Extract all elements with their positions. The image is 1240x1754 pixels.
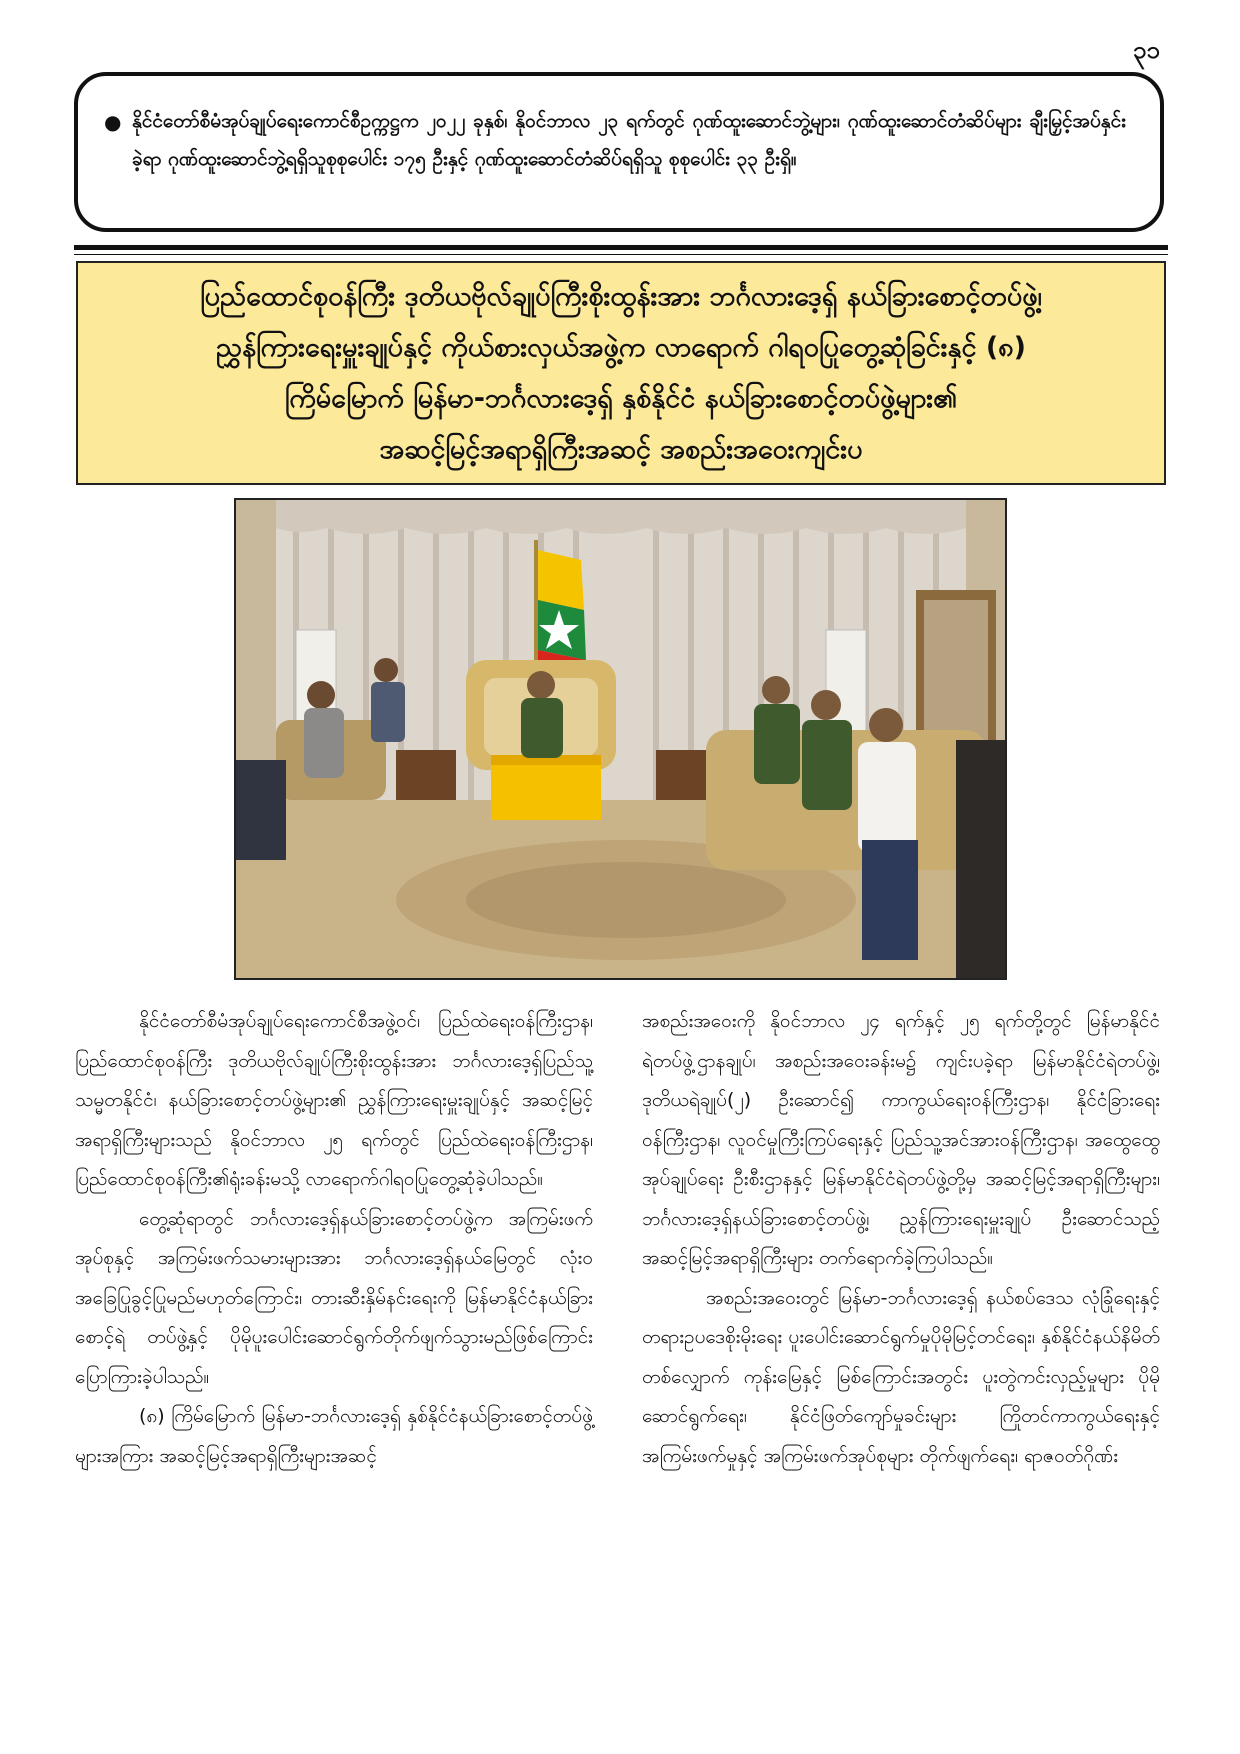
- article-paragraph: အစည်းအဝေးတွင် မြန်မာ-ဘင်္ဂလားဒေ့ရှ် နယ်စပ်ဒေသ လုံခြုံရေးနှင့် တရားဥပဒေစိုးမိုးရေး ပူးပေါင်းဆောင်ရွက်မှုပိုမိုမြင့်တင်ရေး၊ နှစ်နိုင်ငံနယ်နိမိတ်တစ်လျှောက် ကုန်းမြေနှင့် မြစ်ကြောင်းအတွင်း ပူးတွဲကင်းလှည့်မှုများ ပိုမိုဆောင်ရွက်ရေး၊ နိုင်ငံဖြတ်ကျော်မှုခင်းများ ကြိုတင်ကာကွယ်ရေးနှင့် အကြမ်းဖက်မှုနှင့် အကြမ်းဖက်အုပ်စုများ တိုက်ဖျက်ရေး၊ ရာဇဝတ်ဂိုဏ်း: [642, 1286, 1160, 1467]
- bullet-icon: ●: [104, 110, 122, 134]
- article-paragraph: တွေ့ဆုံရာတွင် ဘင်္ဂလားဒေ့ရှ်နယ်ခြားစောင့်တပ်ဖွဲ့က အကြမ်းဖက်အုပ်စုနှင့် အကြမ်းဖက်သမားများအား ဘင်္ဂလားဒေ့ရှ်နယ်မြေတွင် လုံးဝအခြေပြုခွင့်ပြုမည်မဟုတ်ကြောင်း၊ တားဆီးနှိမ်နင်းရေးကို မြန်မာနိုင်ငံနယ်ခြားစောင့်ရဲ တပ်ဖွဲ့နှင့် ပိုမိုပူးပေါင်းဆောင်ရွက်တိုက်ဖျက်သွားမည်ဖြစ်ကြောင်း ပြောကြားခဲ့ပါသည်။: [75, 1207, 593, 1388]
- headline-line-1: ပြည်ထောင်စုဝန်ကြီး ဒုတိယဗိုလ်ချုပ်ကြီးစိုးထွန်းအား ဘင်္ဂလားဒေ့ရှ် နယ်ခြားစောင့်တပ်ဖွဲ့၊: [200, 281, 1042, 312]
- meeting-photo: [234, 498, 1007, 980]
- article-column-right: [642, 1002, 1160, 1476]
- headline-line-2: ညွှန်ကြားရေးမှူးချုပ်နှင့် ကိုယ်စားလှယ်အဖွဲ့က လာရောက် ဂါရဝပြုတွေ့ဆုံခြင်းနှင့် (၈): [216, 332, 1026, 363]
- notice-text: နိုင်ငံတော်စီမံအုပ်ချုပ်ရေးကောင်စီဥက္ကဋ္ဌက ၂၀၂၂ ခုနှစ်၊ နိုဝင်ဘာလ ၂၃ ရက်တွင် ဂုဏ်ထူးဆောင်ဘွဲ့များ၊ ဂုဏ်ထူးဆောင်တံဆိပ်များ ချီးမြှင့်အပ်နှင်းခဲ့ရာ ဂုဏ်ထူးဆောင်ဘွဲ့ရရှိသူစုစုပေါင်း ၁၇၅ ဦးနှင့် ဂုဏ်ထူးဆောင်တံဆိပ်ရရှိသူ စုစုပေါင်း ၃၃ ဦးရှိ။: [132, 110, 1126, 170]
- article-paragraph: အစည်းအဝေးကို နိုဝင်ဘာလ ၂၄ ရက်နှင့် ၂၅ ရက်တို့တွင် မြန်မာနိုင်ငံရဲတပ်ဖွဲ့ဌာနချုပ်၊ အစည်းအဝေးခန်းမ၌ ကျင်းပခဲ့ရာ မြန်မာနိုင်ငံရဲတပ်ဖွဲ့၊ ဒုတိယရဲချုပ်(၂) ဦးဆောင်၍ ကာကွယ်ရေးဝန်ကြီးဌာန၊ နိုင်ငံခြားရေးဝန်ကြီးဌာန၊ လူဝင်မှုကြီးကြပ်ရေးနှင့် ပြည်သူ့အင်အားဝန်ကြီးဌာန၊ အထွေထွေအုပ်ချုပ်ရေး ဦးစီးဌာနနှင့် မြန်မာနိုင်ငံရဲတပ်ဖွဲ့တို့မှ အဆင့်မြင့်အရာရှိကြီးများ၊ ဘင်္ဂလားဒေ့ရှ်နယ်ခြားစောင့်တပ်ဖွဲ့၊ ညွှန်ကြားရေးမှူးချုပ် ဦးဆောင်သည့် အဆင့်မြင့်အရာရှိကြီးများ တက်ရောက်ခဲ့ကြပါသည်။: [642, 1010, 1160, 1269]
- headline-line-4: အဆင့်မြင့်အရာရှိကြီးအဆင့် အစည်းအဝေးကျင်းပ: [379, 434, 863, 465]
- article-column-left: [75, 1002, 593, 1476]
- divider-thick: [74, 245, 1168, 250]
- article-paragraph: (၈) ကြိမ်မြောက် မြန်မာ-ဘင်္ဂလားဒေ့ရှ် နှစ်နိုင်ငံနယ်ခြားစောင့်တပ်ဖွဲ့များအကြား အဆင့်မြင့်အရာရှိကြီးများအဆင့်: [75, 1405, 593, 1467]
- divider-thin: [74, 254, 1168, 255]
- headline-box: [76, 261, 1166, 485]
- page-number: ၃၁: [1133, 36, 1160, 64]
- article-paragraph: နိုင်ငံတော်စီမံအုပ်ချုပ်ရေးကောင်စီအဖွဲ့ဝင်၊ ပြည်ထဲရေးဝန်ကြီးဌာန၊ ပြည်ထောင်စုဝန်ကြီး ဒုတိယဗိုလ်ချုပ်ကြီးစိုးထွန်းအား ဘင်္ဂလားဒေ့ရှ်ပြည်သူ့သမ္မတနိုင်ငံ၊ နယ်ခြားစောင့်တပ်ဖွဲ့များ၏ ညွှန်ကြားရေးမှူးချုပ်နှင့် အဆင့်မြင့်အရာရှိကြီးများသည် နိုဝင်ဘာလ ၂၅ ရက်တွင် ပြည်ထဲရေးဝန်ကြီးဌာန၊ ပြည်ထောင်စုဝန်ကြီး၏ရုံးခန်းမသို့ လာရောက်ဂါရဝပြုတွေ့ဆုံခဲ့ပါသည်။: [75, 1010, 593, 1190]
- headline-line-3: ကြိမ်မြောက် မြန်မာ-ဘင်္ဂလားဒေ့ရှ် နှစ်နိုင်ငံ နယ်ခြားစောင့်တပ်ဖွဲ့များ၏: [284, 383, 958, 414]
- notice-box: [74, 72, 1164, 232]
